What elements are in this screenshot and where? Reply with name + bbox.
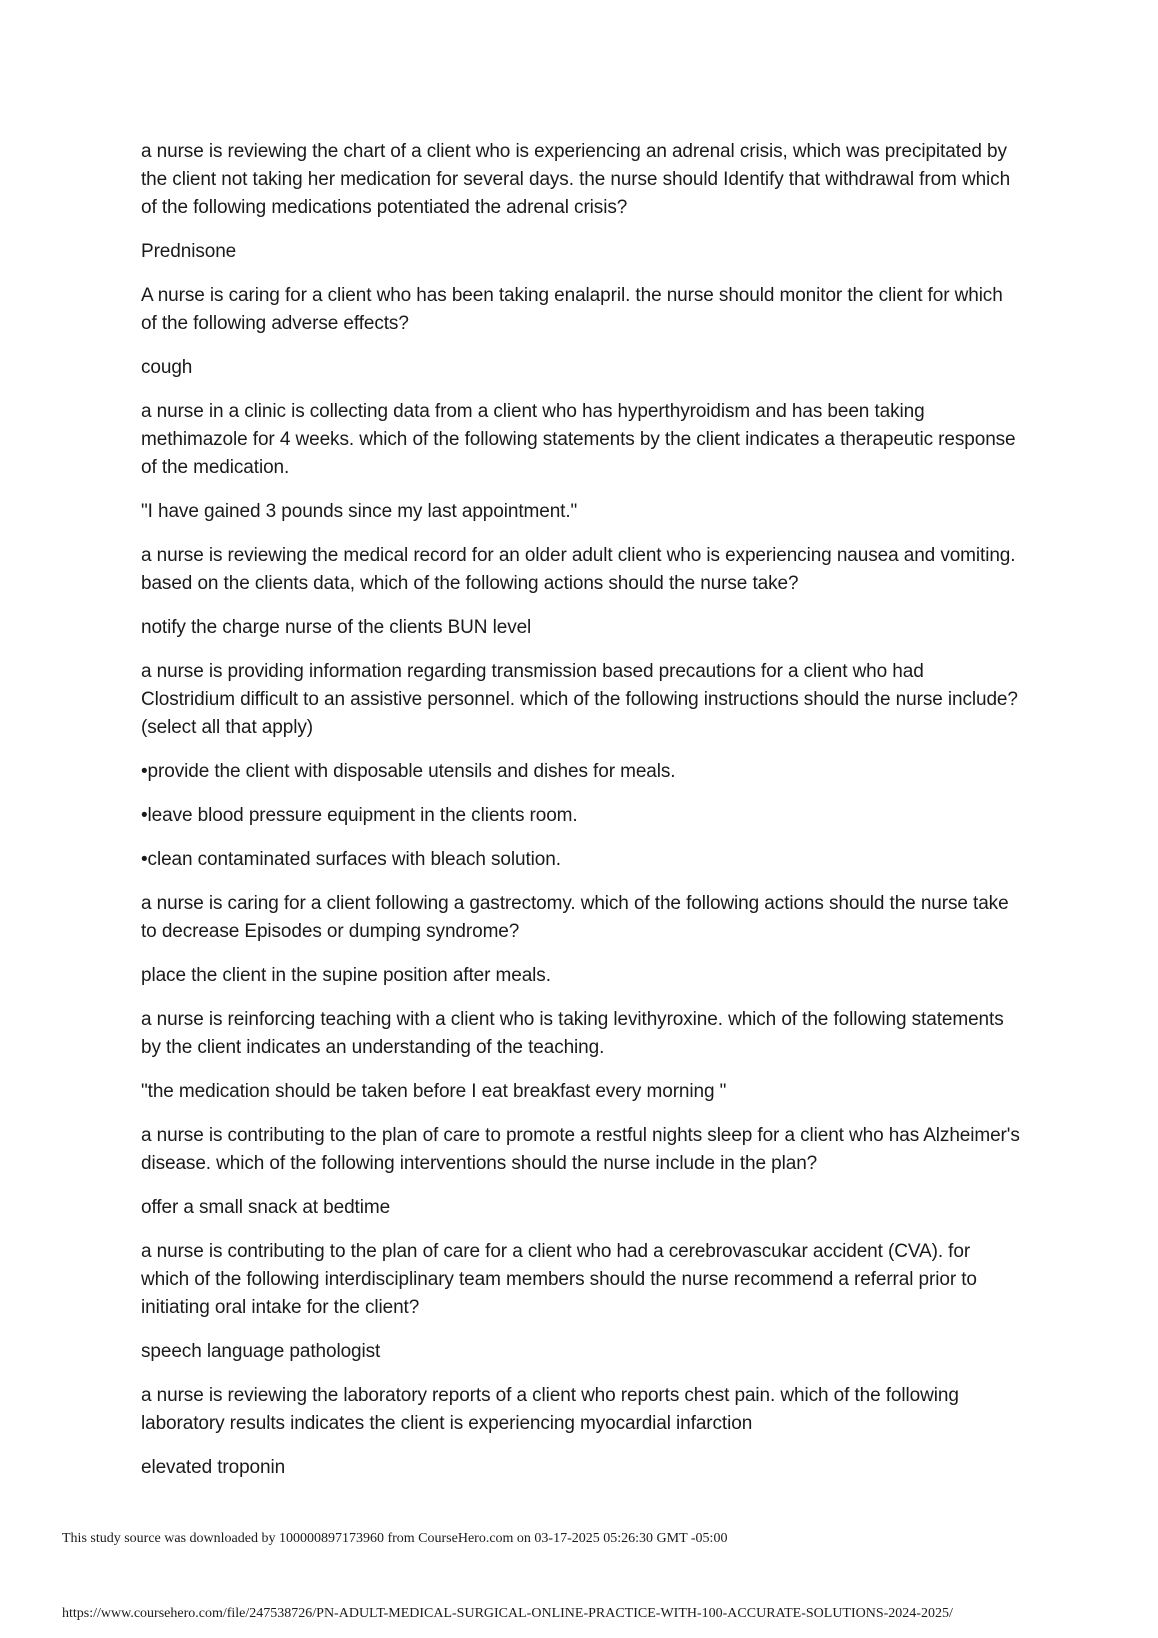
answer-bullet: •provide the client with disposable utensils and dishes for meals. [141, 761, 676, 782]
answer-paragraph: place the client in the supine position after meals. [141, 965, 551, 986]
question-paragraph: A nurse is caring for a client who has been taking enalapril. the nurse should monitor the client for which of the following adverse effects? [141, 285, 1003, 334]
question-paragraph: a nurse is reviewing the chart of a client who is experiencing an adrenal crisis, which was precipitated by the client not taking her medication for several days. the nurse should Identify that withdrawal from which of the following medications potentiated the adrenal crisis? [141, 141, 1011, 218]
answer-paragraph: "the medication should be taken before I eat breakfast every morning " [141, 1081, 727, 1102]
source-url[interactable]: https://www.coursehero.com/file/247538726/PN-ADULT-MEDICAL-SURGICAL-ONLINE-PRACTICE-WITH-100-ACCURATE-SOLUTIONS-2024-2025/ [62, 1606, 953, 1621]
answer-paragraph: notify the charge nurse of the clients BUN level [141, 617, 532, 638]
question-paragraph: a nurse is providing information regarding transmission based precautions for a client who had Clostridium difficult to an assistive personnel. which of the following instructions should the nurse include? (select all that apply) [141, 661, 1018, 738]
question-paragraph: a nurse is caring for a client following a gastrectomy. which of the following actions should the nurse take to decrease Episodes or dumping syndrome? [141, 893, 1009, 942]
document-body [141, 138, 1021, 1498]
question-paragraph: a nurse is contributing to the plan of care for a client who had a cerebrovascukar accident (CVA). for which of the following interdisciplinary team members should the nurse recommend a referral prior to initiating oral intake for the client? [141, 1241, 977, 1318]
answer-paragraph: "I have gained 3 pounds since my last appointment." [141, 501, 578, 522]
answer-bullet: •clean contaminated surfaces with bleach solution. [141, 849, 561, 870]
answer-paragraph: Prednisone [141, 241, 237, 262]
question-paragraph: a nurse in a clinic is collecting data from a client who has hyperthyroidism and has been taking methimazole for 4 weeks. which of the following statements by the client indicates a therapeutic response of the medication. [141, 401, 1016, 478]
answer-paragraph: elevated troponin [141, 1457, 286, 1478]
answer-paragraph: speech language pathologist [141, 1341, 381, 1362]
download-notice: This study source was downloaded by 100000897173960 from CourseHero.com on 03-17-2025 05:26:30 GMT -05:00 [62, 1531, 728, 1546]
question-paragraph: a nurse is reinforcing teaching with a client who is taking levithyroxine. which of the following statements by the client indicates an understanding of the teaching. [141, 1009, 1004, 1058]
answer-paragraph: cough [141, 357, 193, 378]
question-paragraph: a nurse is reviewing the laboratory reports of a client who reports chest pain. which of the following laboratory results indicates the client is experiencing myocardial infarction [141, 1385, 959, 1434]
answer-paragraph: offer a small snack at bedtime [141, 1197, 391, 1218]
answer-bullet: •leave blood pressure equipment in the clients room. [141, 805, 578, 826]
question-paragraph: a nurse is reviewing the medical record for an older adult client who is experiencing nausea and vomiting. based on the clients data, which of the following actions should the nurse take? [141, 545, 1016, 594]
question-paragraph: a nurse is contributing to the plan of care to promote a restful nights sleep for a client who has Alzheimer's disease. which of the following interventions should the nurse include in the plan? [141, 1125, 1020, 1174]
